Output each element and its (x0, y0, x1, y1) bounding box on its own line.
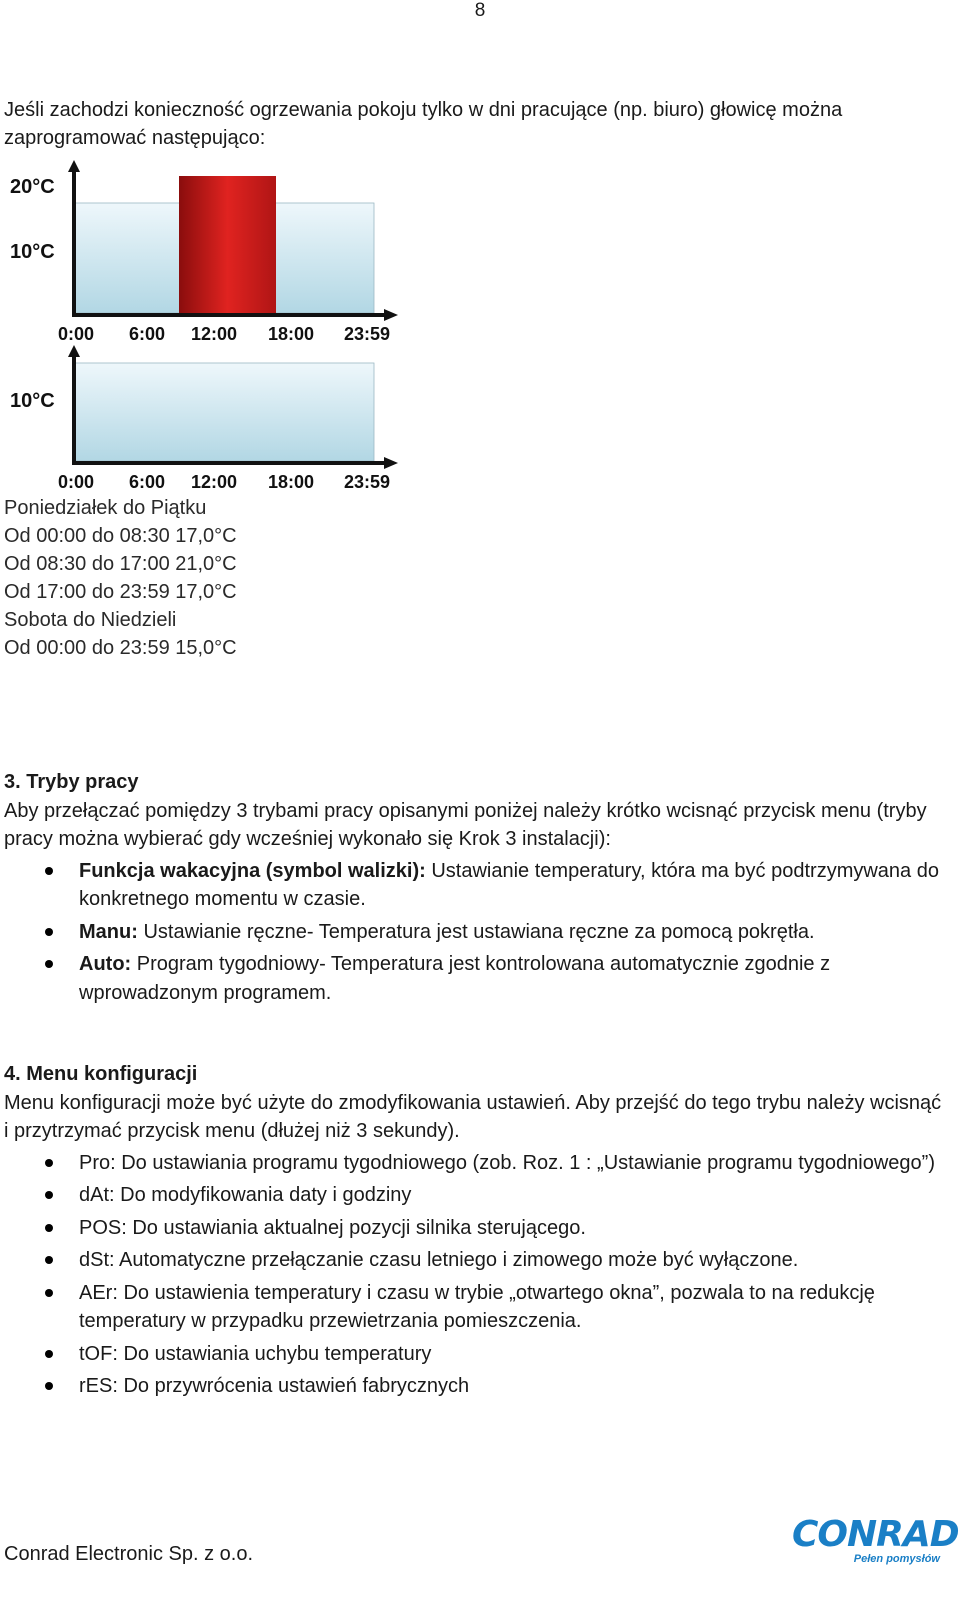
weekend-schedule-chart (8, 345, 408, 495)
weekday-schedule-chart (8, 160, 408, 350)
weekend-xtick-1: 6:00 (129, 472, 166, 492)
schedule-line: Sobota do Niedzieli (4, 609, 177, 631)
bullet-icon (45, 1191, 53, 1199)
weekend-xtick-4: 23:59 (344, 472, 391, 492)
weekend-xtick-2: 12:00 (191, 472, 238, 492)
weekend-xtick-0: 0:00 (58, 472, 95, 492)
list-item (4, 1181, 949, 1210)
weekday-xtick-3: 18:00 (268, 324, 315, 344)
config-item-text: AEr: Do ustawienia temperatury i czasu w trybie „otwartego okna”, pozwala to na redukcję temperatury w przypadku przewietrzania pomieszczenia. (79, 1281, 875, 1332)
weekday-ytick-20: 20°C (10, 176, 55, 198)
bullet-icon (45, 928, 53, 936)
section-operating-modes (4, 768, 949, 1011)
list-item (4, 1214, 949, 1243)
weekday-xtick-0: 0:00 (58, 324, 95, 344)
bullet-icon (45, 1350, 53, 1358)
mode-desc: Program tygodniowy- Temperatura jest kontrolowana automatycznie zgodnie z wprowadzonym programem. (79, 953, 831, 1004)
mode-term: Auto: (79, 953, 132, 975)
weekend-chart-svg (8, 345, 408, 495)
weekday-xtick-2: 12:00 (191, 324, 238, 344)
bullet-icon (45, 1382, 53, 1390)
list-item (4, 950, 949, 1007)
weekday-high-bar (179, 176, 276, 313)
weekend-xtick-3: 18:00 (268, 472, 315, 492)
list-item (4, 1149, 949, 1178)
config-item-text: POS: Do ustawiania aktualnej pozycji silnika sterującego. (79, 1216, 586, 1239)
list-item (4, 918, 949, 947)
section-text: Aby przełączać pomiędzy 3 trybami pracy opisanymi poniżej należy krótko wcisnąć przycisk menu (tryby pracy można wybierać gdy wcześniej wykonało się Krok 3 instalacji): (4, 799, 927, 850)
config-item-text: dSt: Automatyczne przełączanie czasu letniego i zimowego może być wyłączone. (79, 1249, 799, 1271)
section-heading: 4. Menu konfiguracji (4, 1063, 198, 1085)
list-item (4, 1246, 949, 1275)
mode-desc: Ustawianie temperatury, która ma być podtrzymywana do konkretnego momentu w czasie. (79, 859, 939, 910)
bullet-icon (45, 960, 53, 968)
footer-company: Conrad Electronic Sp. z o.o. (4, 1543, 254, 1565)
weekday-xtick-4: 23:59 (344, 324, 391, 344)
page-number: 8 (474, 0, 486, 21)
mode-term: Funkcja wakacyjna (symbol walizki): (79, 859, 426, 882)
bullet-icon (45, 1289, 53, 1297)
list-item (4, 857, 949, 914)
weekday-chart-svg (8, 160, 408, 350)
config-list (4, 1149, 949, 1401)
weekday-xtick-1: 6:00 (129, 324, 166, 344)
config-item-text: dAt: Do modyfikowania daty i godziny (79, 1184, 412, 1206)
schedule-list (4, 494, 237, 662)
config-item-text: Pro: Do ustawiania programu tygodniowego (zob. Roz. 1 : „Ustawianie programu tygodniowego”) (79, 1151, 935, 1174)
weekend-low-area (74, 363, 374, 461)
mode-list (4, 857, 949, 1008)
list-item (4, 1372, 949, 1401)
schedule-line: Od 00:00 do 23:59 15,0°C (4, 637, 237, 659)
config-item-text: rES: Do przywrócenia ustawień fabrycznych (79, 1375, 470, 1397)
intro-paragraph: Jeśli zachodzi konieczność ogrzewania pokoju tylko w dni pracujące (np. biuro) głowicę można zaprogramować następująco: (4, 99, 843, 149)
mode-desc: Ustawianie ręczne- Temperatura jest ustawiana ręczne za pomocą pokrętła. (137, 920, 815, 943)
weekday-ytick-10: 10°C (10, 241, 55, 263)
bullet-icon (45, 1224, 53, 1232)
list-item (4, 1279, 949, 1336)
weekend-ytick-10: 10°C (10, 390, 55, 412)
config-item-text: tOF: Do ustawiania uchybu temperatury (79, 1342, 432, 1365)
schedule-line: Poniedziałek do Piątku (4, 497, 207, 519)
bullet-icon (45, 1159, 53, 1167)
section-config-menu (4, 1060, 949, 1405)
list-item (4, 1340, 949, 1369)
bullet-icon (45, 867, 53, 875)
mode-term: Manu: (79, 920, 138, 943)
logo-tagline: Pełen pomysłów (853, 1553, 940, 1565)
section-text: Menu konfiguracji może być użyte do zmodyfikowania ustawień. Aby przejść do tego trybu należy wcisnąć i przytrzymać przycisk menu (dłużej niż 3 sekundy). (4, 1091, 942, 1142)
schedule-line: Od 00:00 do 08:30 17,0°C (4, 525, 237, 547)
schedule-line: Od 17:00 do 23:59 17,0°C (4, 581, 237, 603)
conrad-logo (792, 1514, 959, 1567)
section-heading: 3. Tryby pracy (4, 771, 139, 793)
schedule-line: Od 08:30 do 17:00 21,0°C (4, 553, 237, 575)
bullet-icon (45, 1256, 53, 1264)
logo-wordmark: CONRAD (792, 1514, 959, 1555)
